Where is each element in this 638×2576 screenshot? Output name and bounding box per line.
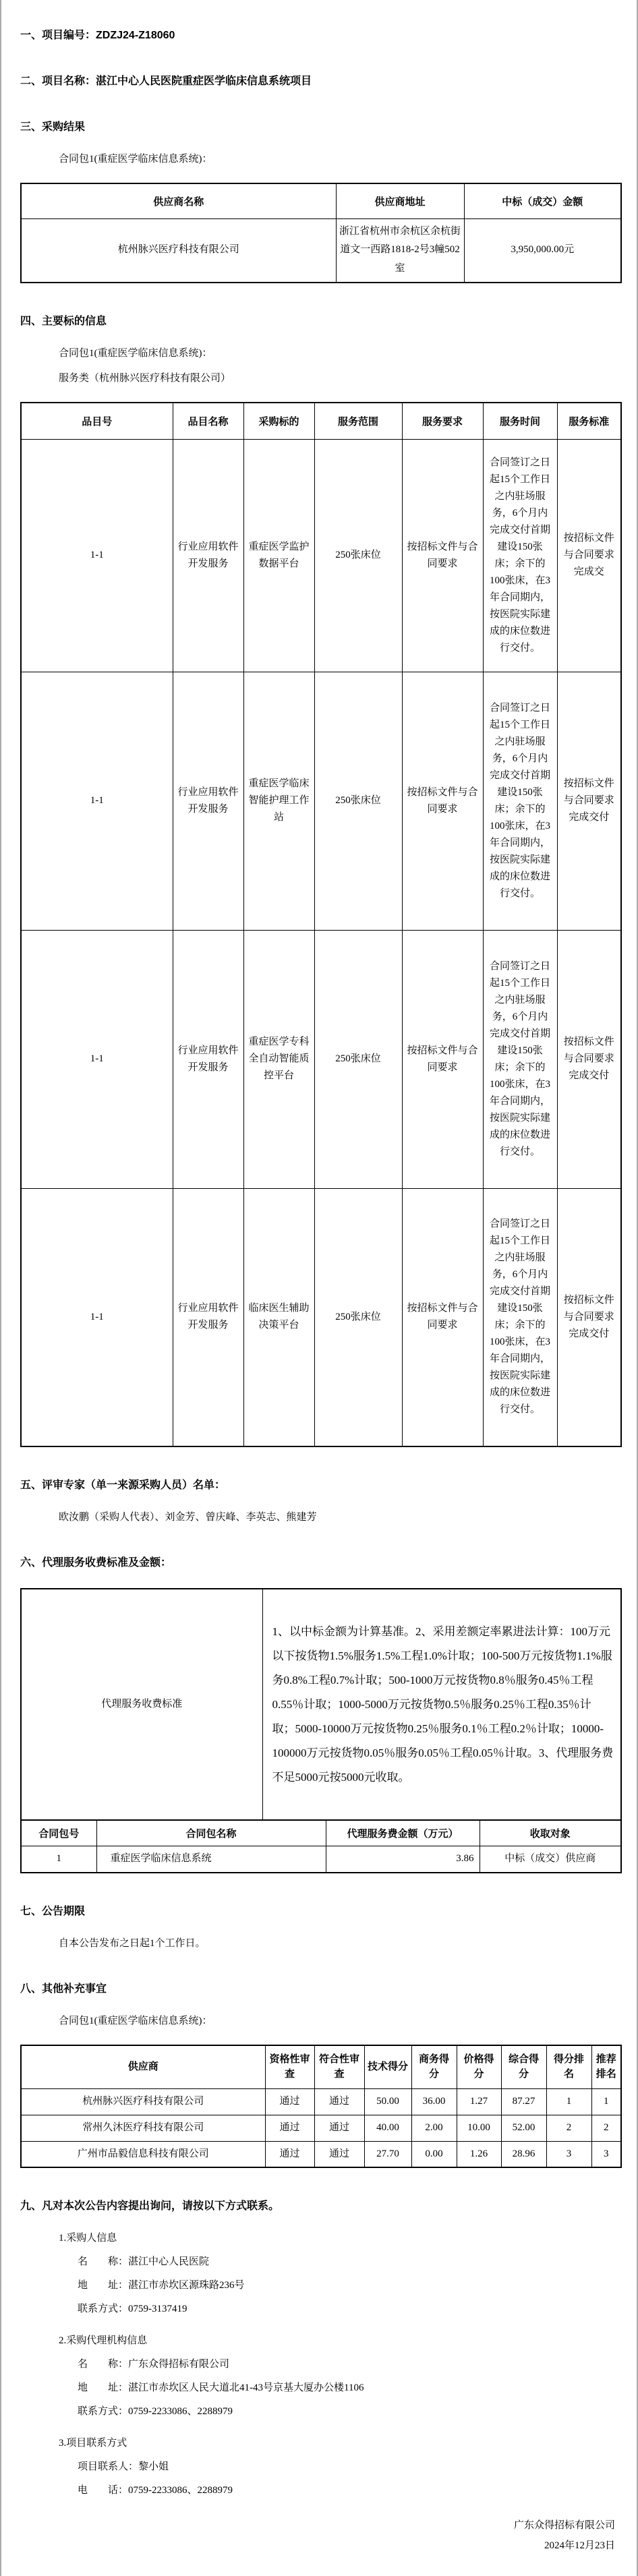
section-title-main-subject: 四、主要标的信息 bbox=[20, 316, 107, 327]
subject-cell: 临床医生辅助决策平台 bbox=[243, 1188, 314, 1446]
service-time-cell: 合同签订之日起15个工作日之内驻场服务，6个月内完成交付首期建设150张床；余下的100张床，在3年合同期内，按医院实际建成的床位数进行交付。 bbox=[483, 930, 557, 1188]
item-name-cell: 行业应用软件开发服务 bbox=[173, 930, 243, 1188]
column-header: 品目号 bbox=[21, 403, 173, 439]
section-title-project-number bbox=[20, 28, 618, 43]
section-title-agency-fee: 六、代理服务收费标准及金额： bbox=[20, 1557, 172, 1569]
item-name-cell: 行业应用软件开发服务 bbox=[173, 439, 243, 672]
score-rank-cell: 3 bbox=[546, 2141, 591, 2167]
project-contact-phone: 电 话：0759-2233086、2288979 bbox=[78, 2485, 233, 2496]
project-name-value: 湛江中心人民医院重症医学临床信息系统项目 bbox=[96, 76, 312, 87]
column-header: 综合得分 bbox=[501, 2045, 546, 2088]
table-row bbox=[21, 2088, 621, 2115]
subject-cell: 重症医学临床智能护理工作站 bbox=[243, 672, 314, 930]
business-score-cell: 36.00 bbox=[411, 2088, 457, 2115]
table-row bbox=[21, 439, 621, 672]
price-score-cell: 1.27 bbox=[457, 2088, 501, 2115]
table-header-row bbox=[21, 2045, 621, 2088]
item-no-cell: 1-1 bbox=[21, 930, 173, 1188]
fee-payer-cell: 中标（成交）供应商 bbox=[480, 1846, 621, 1873]
service-requirement-cell: 按招标文件与合同要求 bbox=[402, 1188, 483, 1446]
table-row bbox=[21, 2115, 621, 2141]
qualification-cell: 通过 bbox=[265, 2088, 314, 2115]
tech-score-cell: 50.00 bbox=[364, 2088, 411, 2115]
column-header: 资格性审查 bbox=[265, 2045, 314, 2088]
table-row bbox=[21, 672, 621, 930]
purchaser-name: 名 称：湛江中心人民医院 bbox=[78, 2256, 210, 2267]
business-score-cell: 0.00 bbox=[411, 2141, 457, 2167]
purchaser-address: 地 址：湛江市赤坎区源珠路236号 bbox=[78, 2280, 245, 2291]
item-name-cell: 行业应用软件开发服务 bbox=[173, 1188, 243, 1446]
subject-cell: 重症医学监护数据平台 bbox=[243, 439, 314, 672]
column-header: 服务标准 bbox=[557, 403, 621, 439]
recommend-rank-cell: 1 bbox=[591, 2088, 621, 2115]
item-no-cell: 1-1 bbox=[21, 439, 173, 672]
column-header: 符合性审查 bbox=[314, 2045, 364, 2088]
table-row bbox=[21, 1846, 621, 1873]
table-header-row bbox=[21, 403, 621, 439]
service-standard-cell: 按招标文件与合同要求完成交付 bbox=[557, 930, 621, 1188]
main-package-line: 合同包1(重症医学临床信息系统)： bbox=[59, 348, 212, 359]
service-scope-cell: 250张床位 bbox=[314, 672, 402, 930]
signature-date: 2024年12月23日 bbox=[544, 2540, 615, 2551]
table-row bbox=[21, 1188, 621, 1446]
table-header-row bbox=[21, 183, 621, 218]
qualification-cell: 通过 bbox=[265, 2115, 314, 2141]
service-standard-cell: 按招标文件与合同要求完成交付 bbox=[557, 672, 621, 930]
column-header: 服务时间 bbox=[483, 403, 557, 439]
price-score-cell: 1.26 bbox=[457, 2141, 501, 2167]
project-number-label: 一、项目编号： bbox=[20, 30, 96, 41]
purchaser-phone: 联系方式：0759-3137419 bbox=[78, 2304, 187, 2314]
package-name-cell: 重症医学临床信息系统 bbox=[96, 1846, 326, 1873]
supplier-cell: 广州市品毅信息科技有限公司 bbox=[21, 2141, 265, 2167]
table-row bbox=[21, 218, 621, 283]
package-no-cell: 1 bbox=[21, 1846, 96, 1873]
service-requirement-cell: 按招标文件与合同要求 bbox=[402, 672, 483, 930]
conformity-cell: 通过 bbox=[314, 2088, 364, 2115]
supplier-cell: 杭州脉兴医疗科技有限公司 bbox=[21, 2088, 265, 2115]
contact-block bbox=[20, 2231, 618, 2498]
agency-fee-standard-table bbox=[20, 1588, 622, 1821]
service-requirement-cell: 按招标文件与合同要求 bbox=[402, 930, 483, 1188]
section-title-contact: 九、凡对本次公告内容提出询问，请按以下方式联系。 bbox=[20, 2200, 280, 2212]
item-no-cell: 1-1 bbox=[21, 672, 173, 930]
result-package-line: 合同包1(重症医学临床信息系统)： bbox=[59, 154, 212, 165]
column-header: 品目名称 bbox=[173, 403, 243, 439]
award-amount-cell: 3,950,000.00元 bbox=[464, 218, 621, 283]
column-header: 推荐排名 bbox=[591, 2045, 621, 2088]
item-name-cell: 行业应用软件开发服务 bbox=[173, 672, 243, 930]
table-row bbox=[21, 2141, 621, 2167]
agency-phone: 联系方式：0759-2233086、2288979 bbox=[78, 2406, 233, 2417]
column-header: 代理服务费金额（万元） bbox=[326, 1820, 480, 1846]
section-title-experts: 五、评审专家（单一来源采购人员）名单： bbox=[20, 1480, 226, 1491]
expert-names: 欧汝鹏（采购人代表）、刘金芳、曾庆峰、李英志、熊建芳 bbox=[59, 1512, 317, 1523]
score-table bbox=[20, 2045, 622, 2168]
column-header: 收取对象 bbox=[480, 1820, 621, 1846]
total-score-cell: 87.27 bbox=[501, 2088, 546, 2115]
signature-block bbox=[20, 2515, 618, 2556]
service-time-cell: 合同签订之日起15个工作日之内驻场服务，6个月内完成交付首期建设150张床；余下的100张床，在3年合同期内，按医院实际建成的床位数进行交付。 bbox=[483, 439, 557, 672]
column-header: 合同包号 bbox=[21, 1820, 96, 1846]
project-number-value: ZDZJ24-Z18060 bbox=[96, 30, 175, 41]
service-requirement-cell: 按招标文件与合同要求 bbox=[402, 439, 483, 672]
column-header: 服务范围 bbox=[314, 403, 402, 439]
service-scope-cell: 250张床位 bbox=[314, 1188, 402, 1446]
agency-heading: 2.采购代理机构信息 bbox=[59, 2335, 148, 2346]
business-score-cell: 2.00 bbox=[411, 2115, 457, 2141]
column-header: 服务要求 bbox=[402, 403, 483, 439]
qualification-cell: 通过 bbox=[265, 2141, 314, 2167]
service-time-cell: 合同签订之日起15个工作日之内驻场服务，6个月内完成交付首期建设150张床；余下的100张床，在3年合同期内，按医院实际建成的床位数进行交付。 bbox=[483, 1188, 557, 1446]
service-standard-cell: 按招标文件与合同要求完成交付 bbox=[557, 1188, 621, 1446]
section-title-supplement: 八、其他补充事宜 bbox=[20, 1983, 107, 1995]
section-title-procurement-result: 三、采购结果 bbox=[20, 121, 86, 133]
column-header: 技术得分 bbox=[364, 2045, 411, 2088]
service-scope-cell: 250张床位 bbox=[314, 439, 402, 672]
supplier-cell: 常州久沐医疗科技有限公司 bbox=[21, 2115, 265, 2141]
column-header: 采购标的 bbox=[243, 403, 314, 439]
recommend-rank-cell: 2 bbox=[591, 2115, 621, 2141]
service-scope-cell: 250张床位 bbox=[314, 930, 402, 1188]
conformity-cell: 通过 bbox=[314, 2115, 364, 2141]
fee-standard-text-cell: 1、以中标金额为计算基准。2、采用差额定率累进法计算：100万元以下按货物1.5%服务1.5%工程1.0%计取；100-500万元按货物1.1%服务0.8%工程0.7%计取；500-1000万元按货物0.8％服务0.45％工程0.55％计取；1000-5000万元按货物0.5％服务0.25％工程0.35％计取；5000-10000万元按货物0.25％服务0.1％工程0.2％计取；10000-100000万元按货物0.05％服务0.05％工程0.05％计取。3、代理服务费不足5000元按5000元收取。 bbox=[262, 1589, 621, 1820]
agency-fee-amount-table bbox=[20, 1819, 622, 1873]
service-standard-cell: 按招标文件与合同要求完成交 bbox=[557, 439, 621, 672]
supplier-result-table bbox=[20, 183, 622, 283]
table-header-row bbox=[21, 1820, 621, 1846]
service-time-cell: 合同签订之日起15个工作日之内驻场服务，6个月内完成交付首期建设150张床；余下的100张床，在3年合同期内，按医院实际建成的床位数进行交付。 bbox=[483, 672, 557, 930]
main-subject-table bbox=[20, 402, 622, 1447]
score-rank-cell: 1 bbox=[546, 2088, 591, 2115]
column-header: 得分排名 bbox=[546, 2045, 591, 2088]
conformity-cell: 通过 bbox=[314, 2141, 364, 2167]
recommend-rank-cell: 3 bbox=[591, 2141, 621, 2167]
project-contact-heading: 3.项目联系方式 bbox=[59, 2438, 127, 2449]
table-row bbox=[21, 930, 621, 1188]
tech-score-cell: 40.00 bbox=[364, 2115, 411, 2141]
subject-cell: 重症医学专科全自动智能质控平台 bbox=[243, 930, 314, 1188]
announcement-period-text: 自本公告发布之日起1个工作日。 bbox=[59, 1938, 206, 1949]
agency-address: 地 址：湛江市赤坎区人民大道北41-43号京基大厦办公楼1106 bbox=[78, 2382, 364, 2393]
column-header: 供应商地址 bbox=[336, 183, 464, 218]
column-header: 商务得分 bbox=[411, 2045, 457, 2088]
tech-score-cell: 27.70 bbox=[364, 2141, 411, 2167]
price-score-cell: 10.00 bbox=[457, 2115, 501, 2141]
column-header: 供应商名称 bbox=[21, 183, 336, 218]
total-score-cell: 52.00 bbox=[501, 2115, 546, 2141]
total-score-cell: 28.96 bbox=[501, 2141, 546, 2167]
project-contact-person: 项目联系人：黎小姐 bbox=[78, 2461, 169, 2472]
agency-name: 名 称：广东众得招标有限公司 bbox=[78, 2359, 230, 2370]
column-header: 供应商 bbox=[21, 2045, 265, 2088]
score-rank-cell: 2 bbox=[546, 2115, 591, 2141]
column-header: 中标（成交）金额 bbox=[464, 183, 621, 218]
section-title-announcement-period: 七、公告期限 bbox=[20, 1906, 86, 1917]
column-header: 价格得分 bbox=[457, 2045, 501, 2088]
main-category-line: 服务类（杭州脉兴医疗科技有限公司） bbox=[59, 373, 231, 384]
supplement-package-line: 合同包1(重症医学临床信息系统)： bbox=[59, 2016, 212, 2026]
section-title-project-name bbox=[20, 74, 618, 89]
table-row bbox=[21, 1589, 621, 1820]
supplier-address-cell: 浙江省杭州市余杭区余杭街道文一西路1818-2号3幢502室 bbox=[336, 218, 464, 283]
signature-company: 广东众得招标有限公司 bbox=[513, 2520, 615, 2531]
fee-amount-cell: 3.86 bbox=[326, 1846, 480, 1873]
purchaser-heading: 1.采购人信息 bbox=[59, 2233, 117, 2244]
supplier-name-cell: 杭州脉兴医疗科技有限公司 bbox=[21, 218, 336, 283]
fee-standard-label-cell: 代理服务收费标准 bbox=[21, 1589, 262, 1820]
project-name-label: 二、项目名称： bbox=[20, 76, 96, 87]
item-no-cell: 1-1 bbox=[21, 1188, 173, 1446]
column-header: 合同包名称 bbox=[96, 1820, 326, 1846]
